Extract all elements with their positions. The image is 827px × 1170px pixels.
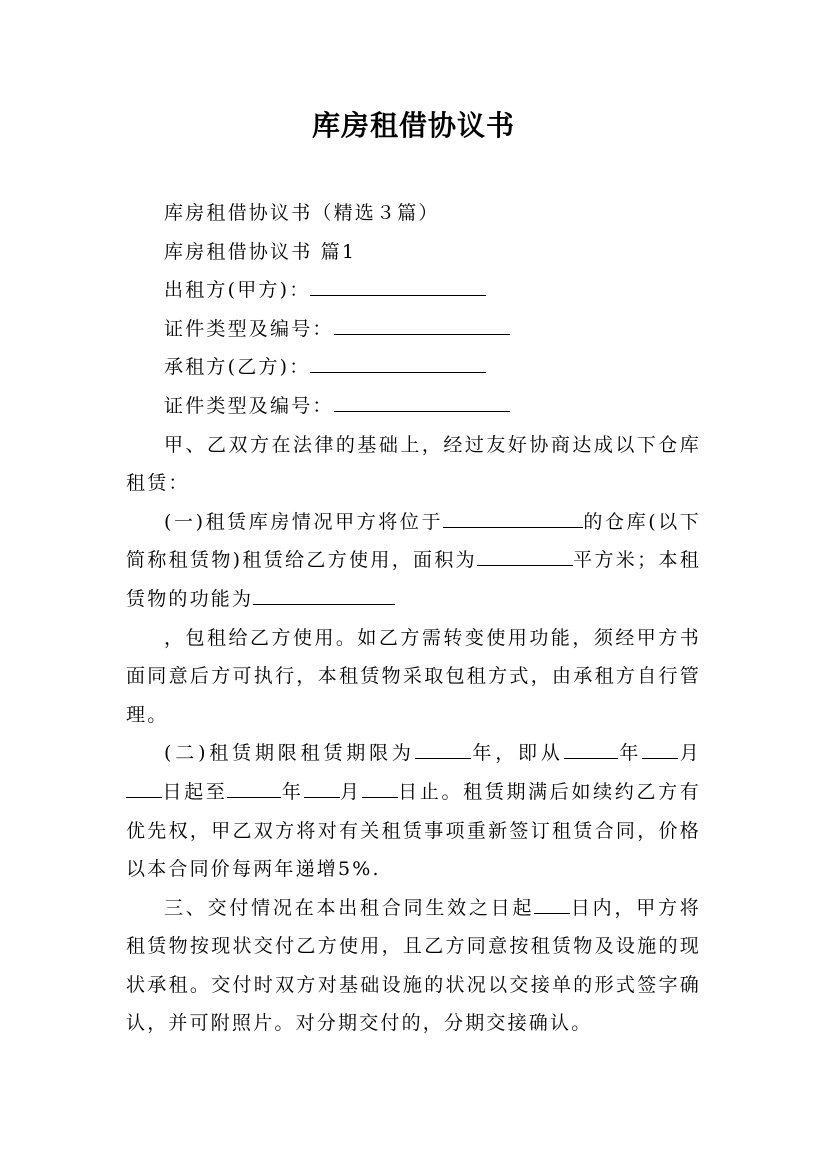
clause-1-text-a: (一)租赁库房情况甲方将位于 <box>164 510 444 533</box>
warehouse-location-blank <box>443 526 583 528</box>
clause-2-text-d: 月 <box>678 742 701 765</box>
delivery-days-blank <box>534 912 570 914</box>
clause-2-text-h: 日止。租赁期满后如续约乙方有优先权，甲乙双方将对有关租赁事项重新签订租赁合同，价格以本合同价每两年递增5%. <box>126 780 701 881</box>
function-blank <box>253 603 395 605</box>
subtitle-line: 库房租借协议书（精选３篇） <box>164 202 440 224</box>
end-month-blank <box>304 796 340 798</box>
lessor-id-line <box>126 310 701 349</box>
section-heading: 库房租借协议书 篇1 <box>164 240 357 263</box>
end-year-blank <box>227 796 281 798</box>
start-year-blank <box>564 757 618 759</box>
lessee-label: 承租方(乙方)： <box>164 356 311 379</box>
lessor-line <box>126 271 701 310</box>
term-years-blank <box>415 757 471 759</box>
lessee-blank <box>310 371 486 373</box>
clause-2-text-g: 月 <box>339 780 362 803</box>
clause-2-text-a: (二)租赁期限租赁期限为 <box>164 742 415 765</box>
start-month-blank <box>642 757 678 759</box>
clause-2-text-b: 年，即从 <box>470 742 564 765</box>
clause-3-text-a: 三、交付情况在本出租合同生效之日起 <box>164 896 535 919</box>
clause-2-paragraph <box>126 734 701 888</box>
lessee-id-blank <box>334 410 510 412</box>
document-body <box>126 194 701 1043</box>
end-day-blank <box>362 796 398 798</box>
clause-2-text-e: 日起至 <box>162 780 228 803</box>
clause-1-text-c: 平方米；本租赁物的功能为 <box>126 549 701 610</box>
area-blank <box>477 564 573 566</box>
clause-2-text-c: 年 <box>617 742 643 765</box>
clause-3-paragraph <box>126 889 701 1043</box>
lessor-blank <box>310 294 486 296</box>
clause-2-text-f: 年 <box>281 780 304 803</box>
clause-3-text-b: 日内，甲方将租赁物按现状交付乙方使用，且乙方同意按租赁物及设施的现状承租。交付时双方对基础设施的状况以交接单的形式签字确认，并可附照片。对分期交付的，分期交接确认。 <box>126 896 702 1035</box>
clause-1-paragraph <box>126 503 701 619</box>
clause-1-text-b: 的仓库(以下简称租赁物)租赁给乙方使用，面积为 <box>126 510 701 572</box>
lessor-id-label: 证件类型及编号： <box>164 317 334 340</box>
lessee-id-label: 证件类型及编号： <box>164 394 334 417</box>
start-day-blank <box>126 796 162 798</box>
intro-paragraph: 甲、乙双方在法律的基础上，经过友好协商达成以下仓库租赁： <box>126 433 701 495</box>
lessee-id-line <box>126 387 701 426</box>
lessee-line <box>126 348 701 387</box>
lessor-label: 出租方(甲方)： <box>164 279 311 302</box>
document-title: 库房租借协议书 <box>311 109 515 142</box>
lessor-id-blank <box>334 333 510 335</box>
clause-1-continuation: ，包租给乙方使用。如乙方需转变使用功能，须经甲方书面同意后方可执行，本租赁物采取包租方式，由承租方自行管理。 <box>126 626 701 726</box>
